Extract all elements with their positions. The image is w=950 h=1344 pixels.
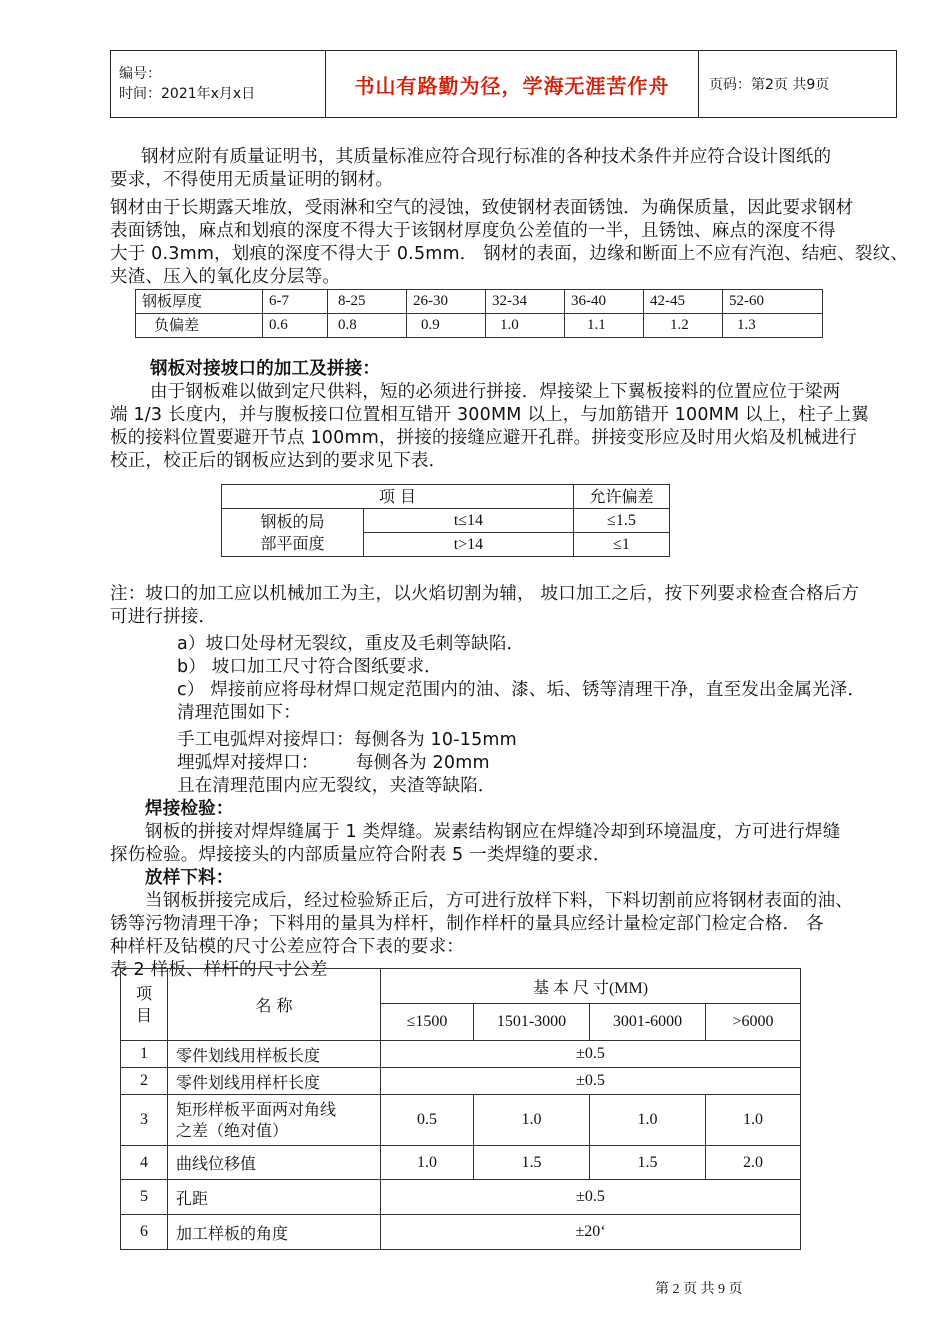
table-cell: 0.5: [381, 1095, 474, 1146]
table-cell: 26-30: [407, 290, 486, 314]
table-cell: t>14: [364, 533, 574, 557]
table-header-cell: 1501-3000: [474, 1004, 590, 1041]
table-row: [121, 969, 801, 1004]
table-cell: 孔距: [168, 1180, 381, 1215]
table-cell: 52-60: [723, 290, 823, 314]
section-heading: 焊接检验：: [145, 799, 234, 819]
table-row: [121, 1215, 801, 1250]
header-item-line: 目: [135, 1005, 152, 1025]
table-cell: 1.5: [590, 1146, 706, 1180]
table-cell: 8-25: [328, 290, 407, 314]
page-footer: 第 2 页 共 9 页: [655, 1282, 743, 1297]
table-header-cell: 3001-6000: [590, 1004, 706, 1041]
paragraph-line: 夹渣、压入的氧化皮分层等。: [110, 267, 341, 287]
table-header-cell: 项 目: [222, 485, 574, 509]
table-cell: ±20‘: [381, 1215, 801, 1250]
table-header-cell: 基 本 尺 寸(MM): [381, 969, 801, 1004]
table-cell: 0.8: [328, 314, 407, 338]
table-cell: 3: [121, 1095, 168, 1146]
table-cell: 1.1: [565, 314, 644, 338]
thickness-tolerance-table: [135, 289, 823, 338]
paragraph-line: 由于钢板难以做到定尺供料，短的必须进行拼接．焊接梁上下翼板接料的位置应位于梁两: [150, 382, 841, 402]
template-tolerance-table: [120, 968, 801, 1250]
table-row: [222, 485, 670, 509]
flatness-label-line: 部平面度: [260, 533, 325, 553]
paragraph-line: 注：坡口的加工应以机械加工为主，以火焰切割为辅， 坡口加工之后，按下列要求检查合格后方: [110, 584, 860, 604]
section-heading: 钢板对接坡口的加工及拼接：: [150, 359, 381, 379]
table-cell: [222, 509, 364, 557]
table-cell: ≤1: [573, 533, 669, 557]
header-page-info: 页码：第2页 共9页: [699, 51, 897, 118]
paragraph-line: 板的接料位置要避开节点 100mm，拼接的接缝应避开孔群。拼接变形应及时用火焰及机械进行: [110, 428, 857, 448]
table-row: [121, 1095, 801, 1146]
paragraph-line: 当钢板拼接完成后，经过检验矫正后，方可进行放样下料，下料切割前应将钢材表面的油、: [145, 891, 853, 911]
table-cell: t≤14: [364, 509, 574, 533]
header-motto: 书山有路勤为径，学海无涯苦作舟: [326, 51, 699, 118]
table-row: [121, 1146, 801, 1180]
paragraph-line: 种样杆及钻模的尺寸公差应符合下表的要求：: [110, 937, 464, 957]
table-cell: 0.9: [407, 314, 486, 338]
list-item: b） 坡口加工尺寸符合图纸要求．: [177, 657, 442, 677]
flatness-label-line: 钢板的局: [260, 511, 325, 531]
table-cell: 6: [121, 1215, 168, 1250]
page-header: [110, 50, 897, 118]
table-header-cell: >6000: [706, 1004, 801, 1041]
paragraph-line: 校正，校正后的钢板应达到的要求见下表．: [110, 451, 447, 471]
table-cell: ≤1.5: [573, 509, 669, 533]
table-cell: 1.0: [381, 1146, 474, 1180]
table-cell: ±0.5: [381, 1041, 801, 1068]
table-cell: 2: [121, 1068, 168, 1095]
document-date: 时间：2021年x月x日: [119, 86, 256, 102]
paragraph-line: 可进行拼接．: [110, 607, 217, 627]
table-header-cell: 名 称: [168, 969, 381, 1041]
paragraph-line: 且在清理范围内应无裂纹，夹渣等缺陷．: [177, 776, 496, 796]
table-header-cell: [121, 969, 168, 1041]
paragraph-line: 锈等污物清理干净；下料用的量具为样杆，制作样杆的量具应经计量检定部门检定合格． 各: [110, 914, 824, 934]
table-row: [121, 1041, 801, 1068]
table-cell: 1.0: [590, 1095, 706, 1146]
table-cell: 零件划线用样板长度: [168, 1041, 381, 1068]
row-name-line: 之差（绝对值）: [176, 1121, 289, 1140]
table-header-cell: ≤1500: [381, 1004, 474, 1041]
table-cell: 2.0: [706, 1146, 801, 1180]
table-row: [222, 509, 670, 533]
table-cell: 0.6: [263, 314, 328, 338]
table-cell: [168, 1095, 381, 1146]
section-heading: 放样下料：: [145, 868, 234, 888]
table-cell: 36-40: [565, 290, 644, 314]
table-caption: 表 2 样板、样杆的尺寸公差: [110, 960, 328, 980]
list-item: c） 焊接前应将母材焊口规定范围内的油、漆、垢、锈等清理干净，直至发出金属光泽．: [177, 680, 866, 700]
paragraph-line: 手工电弧焊对接焊口：每侧各为 10-15mm: [177, 730, 517, 750]
paragraph-line: 大于 0.3mm，划痕的深度不得大于 0.5mm． 钢材的表面，边缘和断面上不应有汽泡、结疤、裂纹、: [110, 244, 909, 264]
paragraph-line: 要求，不得使用无质量证明的钢材。: [110, 170, 394, 190]
table-cell: 钢板厚度: [136, 290, 263, 314]
table-cell: 32-34: [486, 290, 565, 314]
table-cell: 5: [121, 1180, 168, 1215]
table-header-cell: 允许偏差: [573, 485, 669, 509]
row-name-line: 矩形样板平面两对角线: [176, 1100, 337, 1119]
paragraph-line: 探伤检验。焊接接头的内部质量应符合附表 5 一类焊缝的要求．: [110, 845, 611, 865]
paragraph-line: 清理范围如下：: [177, 703, 301, 723]
table-cell: 曲线位移值: [168, 1146, 381, 1180]
table-cell: 1.0: [486, 314, 565, 338]
paragraph-line: 钢板的拼接对焊焊缝属于 1 类焊缝。炭素结构钢应在焊缝冷却到环境温度，方可进行焊缝: [145, 822, 841, 842]
table-row: [121, 1068, 801, 1095]
table-cell: 6-7: [263, 290, 328, 314]
table-cell: 1.2: [644, 314, 723, 338]
paragraph-line: 钢材由于长期露天堆放，受雨淋和空气的浸蚀，致使钢材表面锈蚀．为确保质量，因此要求钢材: [110, 198, 854, 218]
paragraph-line: 钢材应附有质量证明书，其质量标准应符合现行标准的各种技术条件并应符合设计图纸的: [141, 147, 832, 167]
table-cell: 1.0: [706, 1095, 801, 1146]
header-item-line: 项: [135, 983, 152, 1003]
table-cell: 1.3: [723, 314, 823, 338]
paragraph-line: 埋弧焊对接焊口：: [177, 753, 319, 773]
table-cell: ±0.5: [381, 1180, 801, 1215]
table-cell: 零件划线用样杆长度: [168, 1068, 381, 1095]
table-cell: 负偏差: [136, 314, 263, 338]
header-meta: [111, 51, 326, 118]
table-cell: 1.0: [474, 1095, 590, 1146]
table-row: [136, 290, 823, 314]
list-item: a）坡口处母材无裂纹，重皮及毛刺等缺陷．: [177, 634, 525, 654]
table-cell: 1.5: [474, 1146, 590, 1180]
table-cell: ±0.5: [381, 1068, 801, 1095]
table-cell: 4: [121, 1146, 168, 1180]
document-number-label: 编号：: [119, 66, 161, 82]
flatness-tolerance-table: [221, 484, 670, 557]
table-row: [121, 1180, 801, 1215]
paragraph-line: 表面锈蚀，麻点和划痕的深度不得大于该钢材厚度负公差值的一半，且锈蚀、麻点的深度不得: [110, 221, 836, 241]
table-row: [136, 314, 823, 338]
table-cell: 1: [121, 1041, 168, 1068]
paragraph-line: 端 1/3 长度内，并与腹板接口位置相互错开 300MM 以上，与加筋错开 100MM 以上，柱子上翼: [110, 405, 869, 425]
table-cell: 加工样板的角度: [168, 1215, 381, 1250]
table-cell: 42-45: [644, 290, 723, 314]
paragraph-line: 每侧各为 20mm: [356, 753, 490, 773]
